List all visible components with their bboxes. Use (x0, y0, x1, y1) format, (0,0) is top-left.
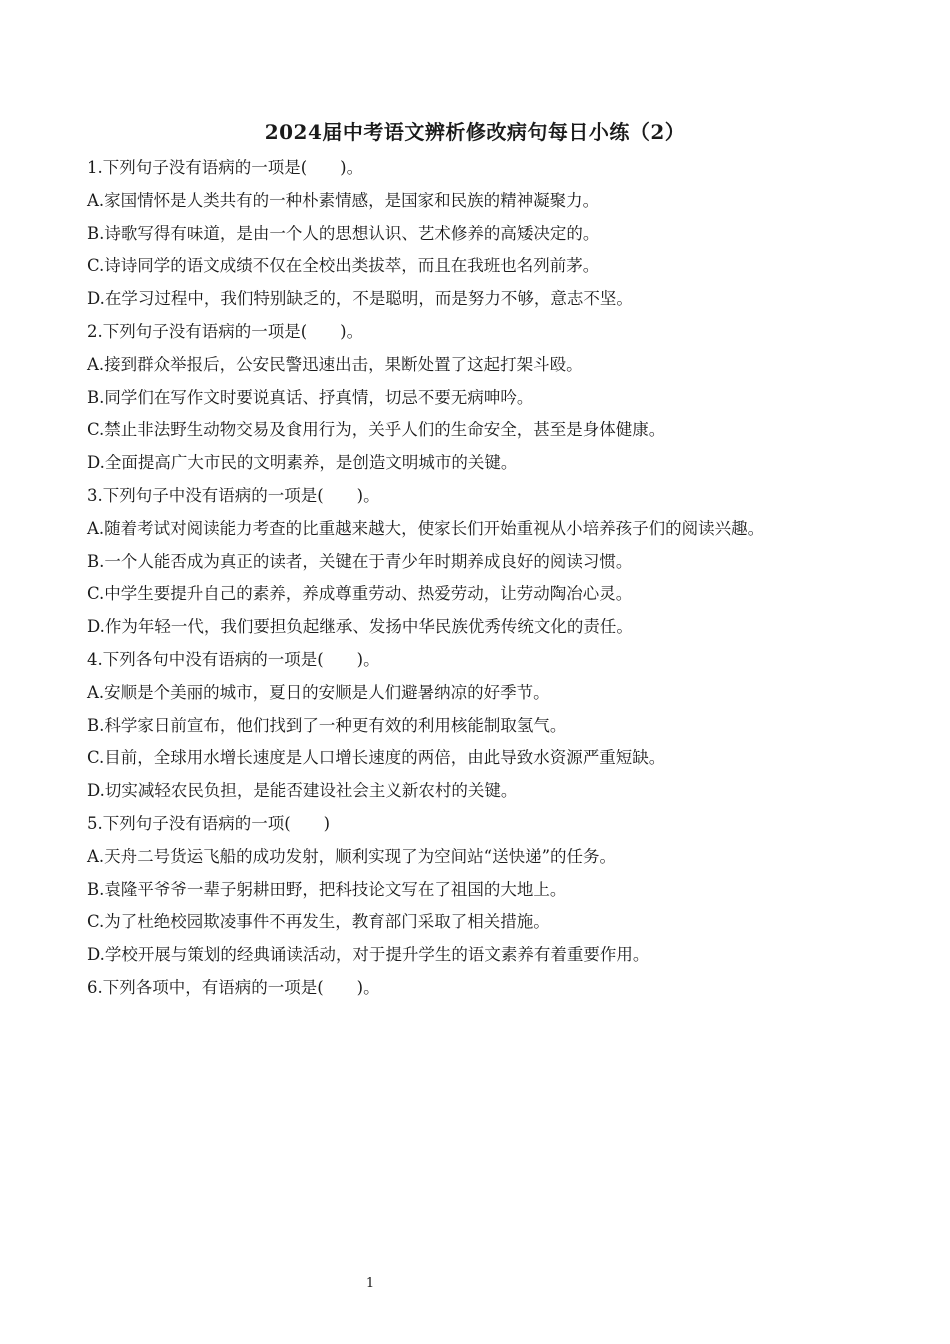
question-stem: 4.下列各句中没有语病的一项是( )。 (87, 649, 380, 669)
question-list (87, 154, 937, 1007)
question-stem: 1.下列句子没有语病的一项是( )。 (87, 158, 364, 177)
option-c: C.中学生要提升自己的素养，养成尊重劳动、热爱劳动，让劳动陶冶心灵。 (87, 584, 633, 604)
option-c: C.为了杜绝校园欺凌事件不再发生，教育部门采取了相关措施。 (87, 912, 550, 932)
option-b: B.同学们在写作文时要说真话、抒真情，切忌不要无病呻吟。 (87, 387, 534, 407)
option-b: B.袁隆平爷爷一辈子躬耕田野，把科技论文写在了祖国的大地上。 (87, 879, 567, 899)
option-a: A.天舟二号货运飞船的成功发射，顺利实现了为空间站“送快递”的任务。 (87, 846, 617, 866)
option-a: A.家国情怀是人类共有的一种朴素情感，是国家和民族的精神凝聚力。 (87, 190, 600, 210)
option-c: C.禁止非法野生动物交易及食用行为，关乎人们的生命安全，甚至是身体健康。 (87, 420, 666, 440)
question-stem: 6.下列各项中，有语病的一项是( )。 (87, 977, 380, 997)
option-d: D.学校开展与策划的经典诵读活动，对于提升学生的语文素养有着重要作用。 (87, 945, 650, 965)
question-stem: 5.下列句子没有语病的一项( ) (87, 813, 331, 833)
option-b: B.科学家日前宣布，他们找到了一种更有效的利用核能制取氢气。 (87, 715, 567, 735)
option-d: D.全面提高广大市民的文明素养，是创造文明城市的关键。 (87, 453, 518, 473)
option-d: D.切实减轻农民负担，是能否建设社会主义新农村的关键。 (87, 781, 518, 801)
option-d: D.在学习过程中，我们特别缺乏的，不是聪明，而是努力不够，意志不坚。 (87, 289, 633, 309)
question-stem: 3.下列句子中没有语病的一项是( )。 (87, 485, 380, 505)
option-c: C.诗诗同学的语文成绩不仅在全校出类拔萃，而且在我班也名列前茅。 (87, 256, 600, 276)
page-number: 1 (365, 1276, 375, 1291)
option-d: D.作为年轻一代，我们要担负起继承、发扬中华民族优秀传统文化的责任。 (87, 617, 633, 637)
option-b: B.一个人能否成为真正的读者，关键在于青少年时期养成良好的阅读习惯。 (87, 551, 633, 571)
option-a: A.安顺是个美丽的城市，夏日的安顺是人们避暑纳凉的好季节。 (87, 682, 550, 702)
option-b: B.诗歌写得有味道，是由一个人的思想认识、艺术修养的高矮决定的。 (87, 223, 600, 243)
option-c: C.目前，全球用水增长速度是人口增长速度的两倍，由此导致水资源严重短缺。 (87, 748, 666, 768)
option-a: A.随着考试对阅读能力考查的比重越来越大，使家长们开始重视从小培养孩子们的阅读兴趣。 (87, 518, 765, 538)
document-title: 2024届中考语文辨析修改病句每日小练（2） (264, 120, 686, 144)
option-a: A.接到群众举报后，公安民警迅速出击，果断处置了这起打架斗殴。 (87, 354, 583, 374)
question-stem: 2.下列句子没有语病的一项是( )。 (87, 321, 364, 341)
